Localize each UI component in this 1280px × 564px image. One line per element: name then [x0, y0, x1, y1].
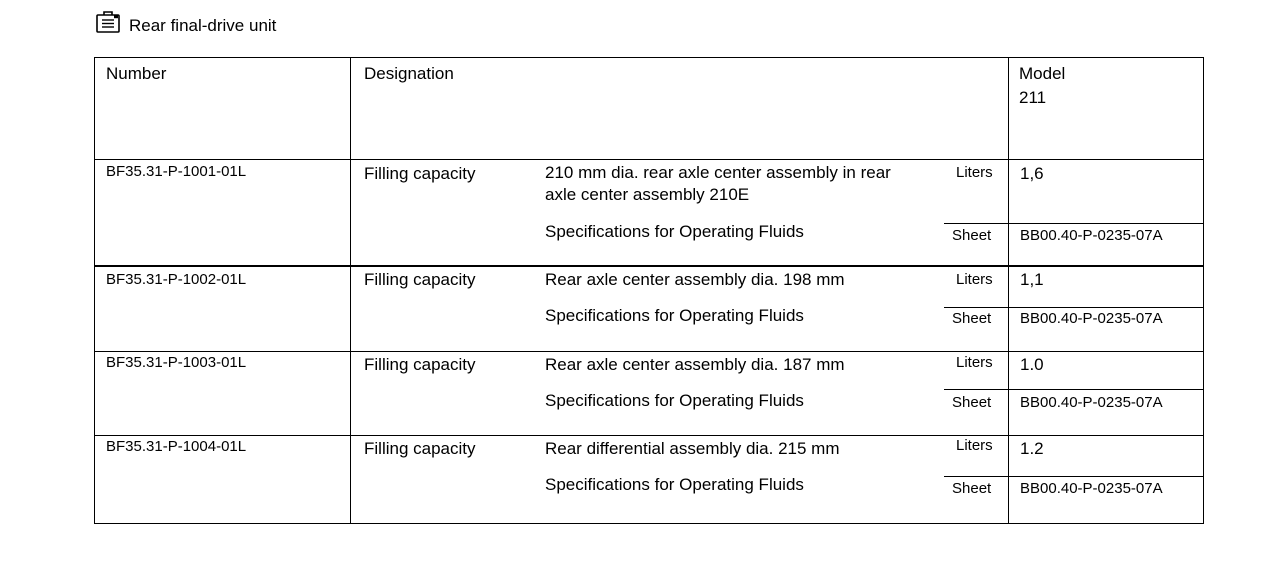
row-unit-liters: Liters — [956, 437, 993, 454]
row-spec: Specifications for Operating Fluids — [545, 391, 804, 410]
row-divider — [95, 265, 1203, 267]
header-model: Model — [1019, 64, 1066, 83]
row-divider — [95, 351, 1203, 352]
row-value-liters: 1.0 — [1020, 355, 1044, 374]
row-unit-liters: Liters — [956, 164, 993, 181]
row-value-liters: 1,1 — [1020, 270, 1044, 289]
row-category: Filling capacity — [364, 164, 476, 183]
page-header — [96, 10, 276, 36]
row-unit-liters: Liters — [956, 271, 993, 288]
row-divider — [95, 159, 1203, 160]
sheet-divider — [944, 389, 1203, 390]
row-unit-liters: Liters — [956, 354, 993, 371]
row-value-sheet: BB00.40-P-0235-07A — [1020, 394, 1163, 411]
header-model-value: 211 — [1019, 88, 1047, 107]
row-spec: Specifications for Operating Fluids — [545, 306, 804, 325]
row-number: BF35.31-P-1001-01L — [106, 163, 247, 180]
row-description: Rear axle center assembly dia. 187 mm — [545, 355, 845, 374]
row-value-liters: 1,6 — [1020, 164, 1044, 183]
row-spec: Specifications for Operating Fluids — [545, 475, 804, 494]
page-title: Rear final-drive unit — [129, 16, 277, 35]
row-unit-sheet: Sheet — [952, 480, 992, 497]
sheet-divider — [944, 223, 1203, 224]
row-description: Rear differential assembly dia. 215 mm — [545, 439, 840, 458]
column-divider — [350, 58, 351, 523]
row-value-sheet: BB00.40-P-0235-07A — [1020, 310, 1163, 327]
row-value-sheet: BB00.40-P-0235-07A — [1020, 480, 1163, 497]
row-unit-sheet: Sheet — [952, 310, 992, 327]
row-value-liters: 1.2 — [1020, 439, 1044, 458]
row-divider — [95, 435, 1203, 436]
header-designation: Designation — [364, 64, 454, 83]
header-number: Number — [106, 64, 167, 83]
sheet-divider — [944, 307, 1203, 308]
row-value-sheet: BB00.40-P-0235-07A — [1020, 227, 1163, 244]
row-spec: Specifications for Operating Fluids — [545, 222, 804, 241]
row-description: Rear axle center assembly dia. 198 mm — [545, 270, 845, 289]
column-divider — [1008, 58, 1009, 523]
row-category: Filling capacity — [364, 439, 476, 458]
sheet-divider — [944, 476, 1203, 477]
fluids-table — [94, 57, 1204, 524]
row-number: BF35.31-P-1003-01L — [106, 354, 247, 371]
row-description: 210 mm dia. rear axle center assembly in rear axle center assembly 210E — [545, 163, 891, 204]
row-unit-sheet: Sheet — [952, 394, 992, 411]
row-category: Filling capacity — [364, 355, 476, 374]
row-number: BF35.31-P-1004-01L — [106, 438, 247, 455]
row-unit-sheet: Sheet — [952, 227, 992, 244]
row-category: Filling capacity — [364, 270, 476, 289]
row-number: BF35.31-P-1002-01L — [106, 271, 247, 288]
document-list-icon — [96, 11, 122, 35]
